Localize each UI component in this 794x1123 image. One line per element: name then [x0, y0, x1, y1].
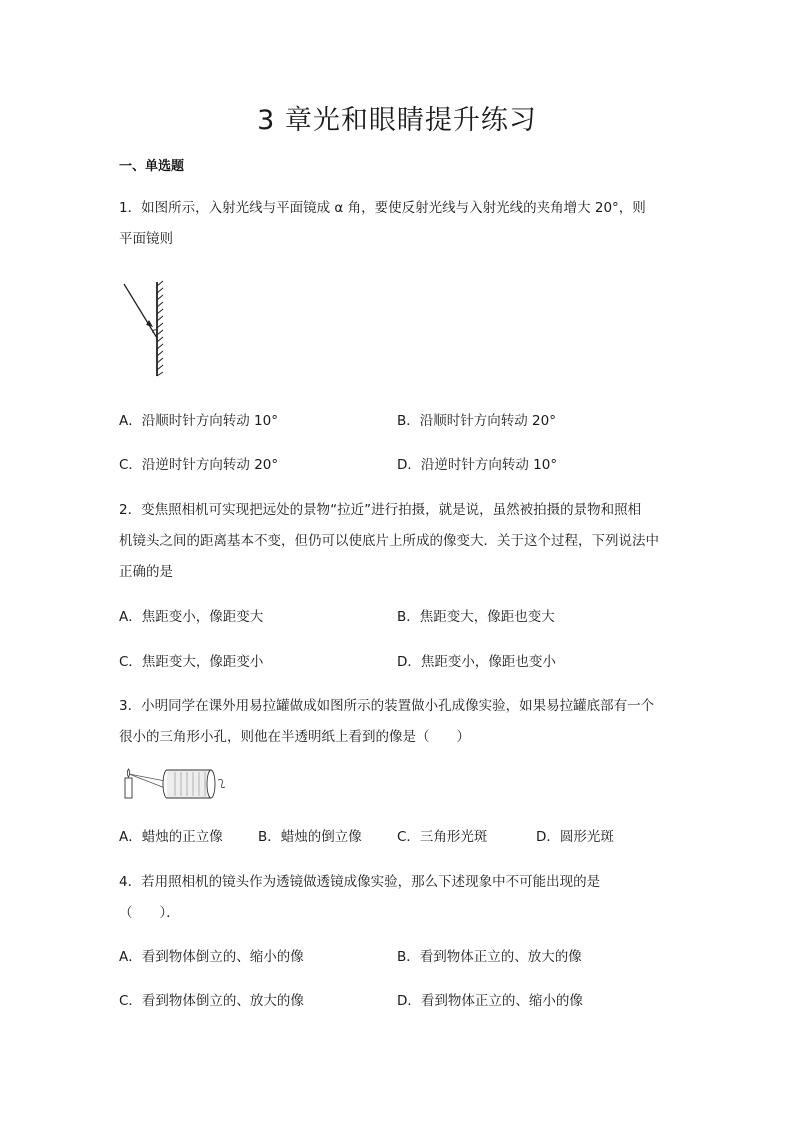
q1-stem-line2: 平面镜则 [119, 231, 173, 247]
q1-option-d[interactable]: D．沿逆时针方向转动 10° [397, 457, 558, 473]
q2-option-a[interactable]: A．焦距变小，像距变大 [119, 609, 264, 625]
q2-stem-line2: 机镜头之间的距离基本不变，但仍可以使底片上所成的像变大．关于这个过程，下列说法中 [119, 533, 659, 549]
pinhole-camera-diagram [120, 764, 230, 806]
q2-option-b[interactable]: B．焦距变大，像距也变大 [397, 609, 555, 625]
q4-option-c[interactable]: C．看到物体倒立的、放大的像 [119, 993, 304, 1009]
q1-option-a[interactable]: A．沿顺时针方向转动 10° [119, 413, 278, 429]
q4-option-a[interactable]: A．看到物体倒立的、缩小的像 [119, 949, 304, 965]
can-body [167, 770, 211, 798]
q3-stem-line1: 3．小明同学在课外用易拉罐做成如图所示的装置做小孔成像实验，如果易拉罐底部有一个 [119, 698, 655, 714]
q4-stem-line2: （ ）． [119, 905, 180, 921]
q4-option-b[interactable]: B．看到物体正立的、放大的像 [397, 949, 582, 965]
page-title: 3 章光和眼睛提升练习 [257, 105, 537, 136]
q2-stem-line3: 正确的是 [119, 564, 173, 580]
q1-option-b[interactable]: B．沿顺时针方向转动 20° [397, 413, 556, 429]
eye-symbol-icon [218, 780, 225, 788]
q3-stem-line2: 很小的三角形小孔，则他在半透明纸上看到的像是（ ） [119, 729, 470, 745]
light-ray-bottom [129, 774, 165, 788]
q2-option-d[interactable]: D．焦距变小，像距也变小 [397, 654, 556, 670]
q1-option-c[interactable]: C．沿逆时针方向转动 20° [119, 457, 279, 473]
q3-option-d[interactable]: D．圆形光斑 [536, 829, 614, 845]
q4-stem-line1: 4．若用照相机的镜头作为透镜做透镜成像实验，那么下述现象中不可能出现的是 [119, 874, 601, 890]
q3-option-b[interactable]: B．蜡烛的倒立像 [258, 829, 362, 845]
q3-option-a[interactable]: A．蜡烛的正立像 [119, 829, 223, 845]
q2-option-c[interactable]: C．焦距变大，像距变小 [119, 654, 264, 670]
q3-option-c[interactable]: C．三角形光斑 [397, 829, 488, 845]
q1-stem-line1: 1．如图所示，入射光线与平面镜成 α 角，要使反射光线与入射光线的夹角增大 20°，则 [119, 200, 646, 216]
section-heading: 一、单选题 [119, 159, 185, 174]
translucent-paper [207, 770, 215, 798]
incident-ray [124, 284, 157, 338]
light-ray-top [129, 774, 165, 781]
candle [125, 778, 132, 798]
candle-flame [127, 769, 130, 777]
q2-stem-line1: 2．变焦照相机可实现把远处的景物“拉近”进行拍摄，就是说，虽然被拍摄的景物和照相 [119, 502, 642, 518]
q4-option-d[interactable]: D．看到物体正立的、缩小的像 [397, 993, 583, 1009]
mirror-diagram [118, 280, 174, 380]
